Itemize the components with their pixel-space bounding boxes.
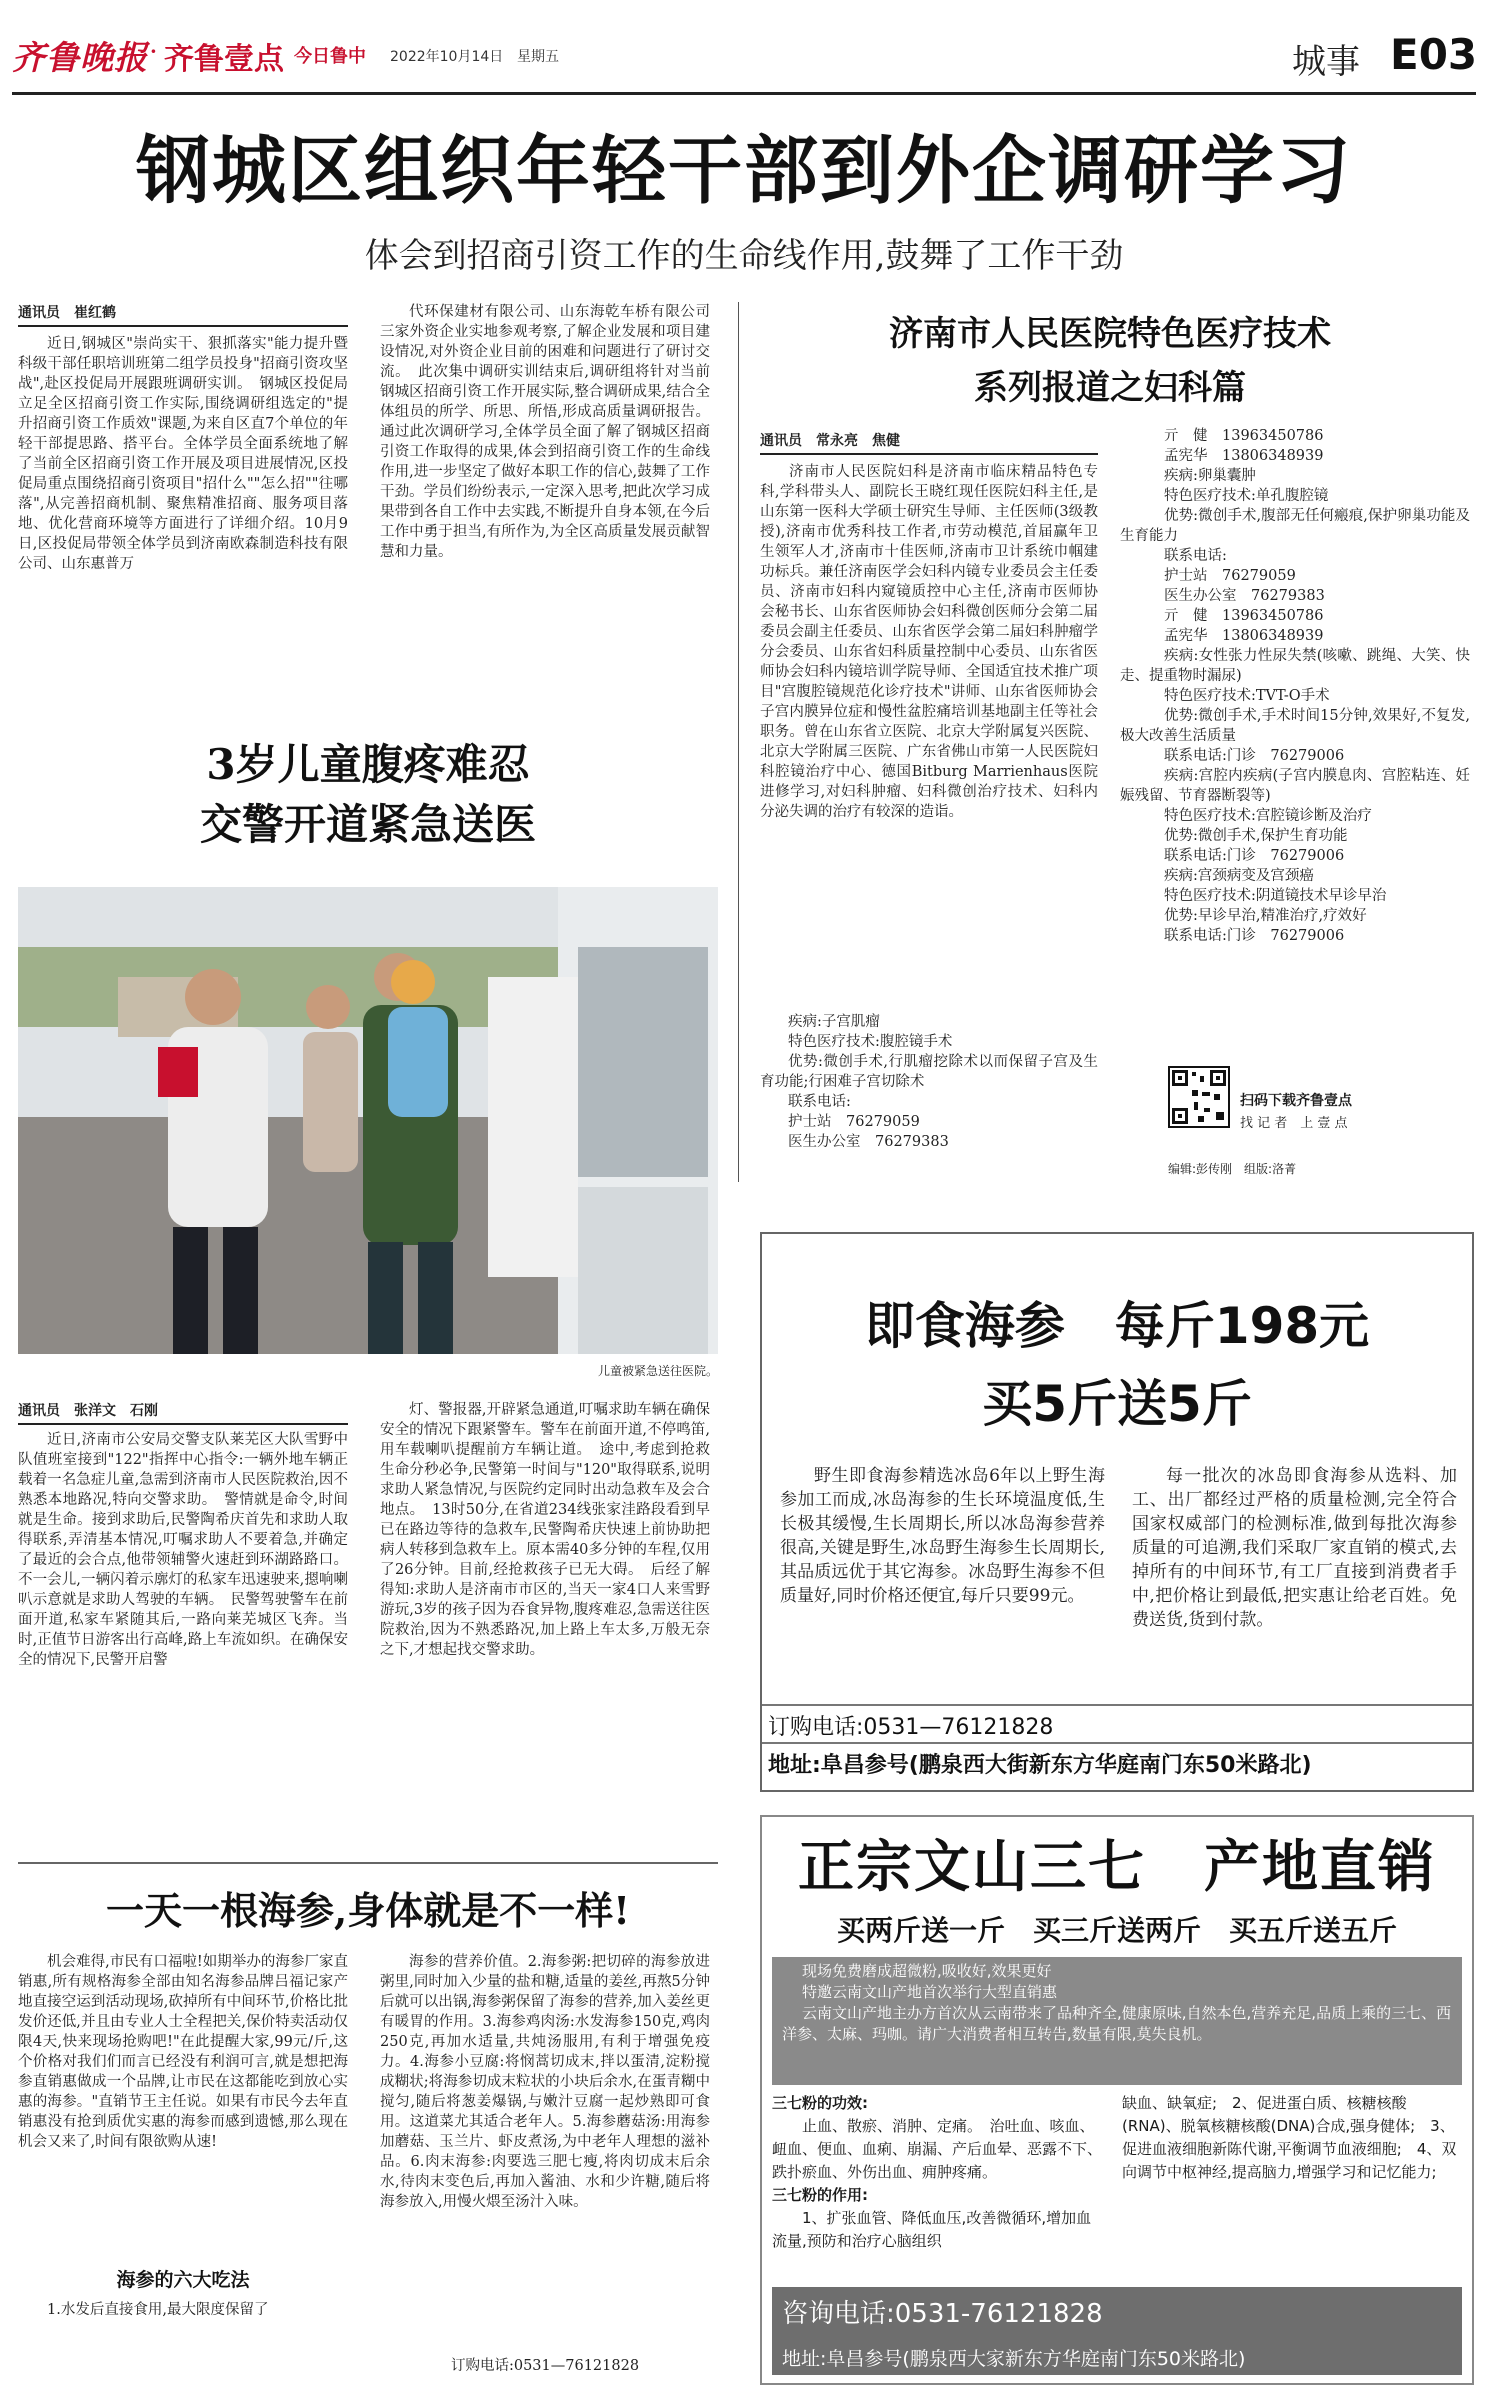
hospital-title-line2: 系列报道之妇科篇	[974, 368, 1246, 408]
issue-date: 2022年10月14日	[390, 49, 504, 65]
police-photo-illustration	[18, 887, 718, 1354]
qr-sublabel: 找 记 者 上 壹 点	[1240, 1116, 1348, 1131]
hospital-column-1-items	[760, 1012, 1098, 1152]
hospital-item: 医生办公室 76279383	[788, 1134, 949, 1150]
sanqi-info-band	[772, 1957, 1462, 2085]
sanqi-right-text: 缺血、缺氧症; 2、促进蛋白质、核糖核酸(RNA)、脱氧核糖核酸(DNA)合成,强身健体; 3、促进血液细胞新陈代谢,平衡调节血液细胞; 4、双向调节中枢神经,提高脑力,增强学习和记忆能力;	[1122, 2094, 1457, 2181]
column-divider	[738, 302, 739, 1182]
sanqi-ad	[760, 1815, 1474, 2385]
haishen-title: 一天一根海参,身体就是不一样!	[106, 1888, 630, 1933]
hospital-item: 孟宪华 13806348939	[1164, 448, 1324, 464]
hospital-item: 医生办公室 76279383	[1164, 588, 1325, 604]
hospital-item: 亓 健 13963450786	[1164, 428, 1324, 444]
newspaper-logo: 齐鲁晚报	[12, 38, 148, 77]
police-photo	[18, 887, 718, 1354]
qr-label: 扫码下载齐鲁壹点	[1240, 1093, 1352, 1109]
hospital-item: 优势:微创手术,腹部无任何瘢痕,保护卵巢功能及生育能力	[1120, 508, 1470, 544]
hospital-item: 优势:早诊早治,精准治疗,疗效好	[1164, 908, 1367, 924]
effect-title: 三七粉的作用:	[772, 2186, 868, 2204]
hospital-item: 优势:微创手术,保护生育功能	[1164, 828, 1348, 844]
lead-headline: 钢城区组织年轻干部到外企调研学习	[136, 128, 1352, 214]
ad-subheadline: 买5斤送5斤	[982, 1375, 1252, 1433]
police-title-line1: 3岁儿童腹疼难忍	[206, 740, 530, 789]
issue-weekday: 星期五	[517, 49, 559, 65]
hospital-item: 联系电话:门诊 76279006	[1164, 748, 1345, 764]
ad-column-1: 野生即食海参精选冰岛6年以上野生海参加工而成,冰岛海参的生长环境温度低,生长极其缓慢,生长周期长,所以冰岛海参营养很高,关键是野生,冰岛野生海参生长周期长,其品质远优于其它海参。冰岛野生海参不但质量好,同时价格还便宜,每斤只要99元。	[780, 1466, 1105, 1606]
sanqi-right-column	[1122, 2092, 1462, 2184]
masthead-rule	[12, 92, 1476, 95]
haishen-subtitle: 海参的六大吃法	[116, 2269, 250, 2291]
page-number: E03	[1390, 30, 1478, 79]
sanqi-address: 地址:阜昌参号(鹏泉西大家新东方华庭南门东50米路北)	[782, 2348, 1246, 2370]
haishen-column-2: 海参的营养价值。2.海参粥:把切碎的海参放进粥里,同时加入少量的盐和糖,适量的姜丝,再熬5分钟后就可以出锅,海参粥保留了海参的营养,加入姜丝更有暖胃的作用。3.海参鸡肉汤:水发海参150克,鸡肉250克,再加水适量,共炖汤服用,有利于增强免疫力。4.海参小豆腐:将悯蒿切成末,拌以蛋清,淀粉搅成糊状;将海参切成末粒状的小块后余水,在蛋青糊中搅匀,随后将葱姜爆锅,与嫩汁豆腐一起炒熟即可食用。这道菜尤其适合老年人。5.海参蘑菇汤:用海参加蘑菇、玉兰片、虾皮煮汤,为中老年人理想的滋补品。6.肉末海参:肉要选三肥七瘦,将肉切成末后余水,待肉末变色后,再加入酱油、水和少许糖,随后将海参放入,用慢火煨至汤汁入味。	[380, 1954, 710, 2210]
police-column-1: 近日,济南市公安局交警支队莱芜区大队雪野中队值班室接到"122"指挥中心指令:一辆外地车辆正载着一名急症儿童,急需到济南市人民医院救治,因不熟悉本地路况,特向交警求助。 警情就是命令,时间就是生命。接到求助后,民警陶希庆首先和求助人取得联系,弄清基本情况,叮嘱求助人不要着急,并确定了最近的会合点,他带领辅警火速赶到环湖路路口。不一会儿,一辆闪着示廓灯的私家车迅速驶来,摁响喇叭示意就是求助人驾驶的车辆。 民警驾驶警车在前面开道,私家车紧随其后,一路向莱芜城区飞奔。当时,正值节日游客出行高峰,路上车流如织。在确保安全的情况下,民警开启警	[18, 1432, 348, 1668]
police-photo-caption: 儿童被紧急送往医院。	[597, 1364, 718, 1378]
hospital-item: 联系电话:	[788, 1094, 851, 1110]
qr-code[interactable]	[1168, 1066, 1230, 1128]
haishen-phone: 订购电话:0531—76121828	[450, 2358, 640, 2374]
hospital-item: 护士站 76279059	[788, 1114, 920, 1130]
hospital-item: 联系电话:门诊 76279006	[1164, 848, 1345, 864]
sanqi-band-line: 云南文山产地主办方首次从云南带来了品种齐全,健康原味,自然本色,营养充足,品质上乘的三七、西洋参、太麻、玛咖。请广大消费者相互转告,数量有限,莫失良机。	[782, 2004, 1452, 2043]
sanqi-phone: 咨询电话:0531-76121828	[782, 2299, 1103, 2329]
hospital-item: 优势:微创手术,行肌瘤挖除术以而保留子宫及生育功能;行困难子宫切除术	[760, 1054, 1098, 1090]
hospital-item: 孟宪华 13806348939	[1164, 628, 1324, 644]
efficacy-title: 三七粉的功效:	[772, 2094, 868, 2112]
logo-separator: ·	[149, 35, 158, 68]
hospital-item: 疾病:宫腔内疾病(子宫内膜息肉、宫腔粘连、妊娠残留、节育器断裂等)	[1120, 768, 1470, 804]
hospital-title-line1: 济南市人民医院特色医疗技术	[889, 314, 1331, 354]
section-name: 城事	[1292, 42, 1360, 82]
ad-address: 地址:阜昌参号(鹏泉西大街新东方华庭南门东50米路北)	[762, 1742, 1472, 1783]
efficacy-text: 止血、散瘀、消肿、定痛。 治吐血、咳血、衄血、便血、血痢、崩漏、产后血晕、恶露不下、跌扑瘀血、外伤出血、痈肿疼痛。	[772, 2117, 1103, 2181]
hospital-item: 特色医疗技术:阴道镜技术早诊早治	[1164, 888, 1387, 904]
edition-name: 今日鲁中	[294, 46, 366, 67]
sanqi-band-line: 现场免费磨成超微粉,吸收好,效果更好	[802, 1962, 1052, 1980]
editor-credit: 编辑:彭传刚 组版:洛菁	[1168, 1162, 1297, 1176]
haishen-column-1: 机会难得,市民有口福啦!如期举办的海参厂家直销惠,所有规格海参全部由知名海参品牌吕福记家产地直接空运到活动现场,砍掉所有中间环节,价格比批发价还低,并且由专业人士全程把关,保价特卖活动仅限4天,快来现场抢购吧!"在此提醒大家,99元/斤,这个价格对我们们而言已经没有利润可言,就是想把海参直销惠做成一个品牌,让市民在这都能吃到放心实惠的海参。"直销节王主任说。如果有市民今去年直销惠没有抢到质优实惠的海参而感到遗憾,那么现在机会又来了,时间有限欲购从速!	[18, 1954, 348, 2150]
hospital-item: 优势:微创手术,手术时间15分钟,效果好,不复发,极大改善生活质量	[1120, 708, 1470, 744]
seacucumber-ad	[760, 1232, 1474, 1792]
hospital-item: 特色医疗技术:宫腔镜诊断及治疗	[1164, 808, 1372, 824]
sanqi-left-column	[772, 2092, 1102, 2253]
hospital-item: 特色医疗技术:腹腔镜手术	[788, 1034, 953, 1050]
sanqi-band-line: 特邀云南文山产地首次举行大型直销惠	[802, 1983, 1058, 2001]
ad-headline: 即食海参 每斤198元	[864, 1297, 1370, 1355]
hospital-column-2	[1120, 426, 1470, 946]
lead-byline: 通讯员 崔红鹤	[18, 302, 348, 327]
police-column-2: 灯、警报器,开辟紧急通道,叮嘱求助车辆在确保安全的情况下跟紧警车。警车在前面开道,不停鸣笛,用车载喇叭提醒前方车辆让道。 途中,考虑到抢救生命分秒必争,民警第一时间与"120"取得联系,说明求助人紧急情况,与医院约定同时出动急救车及会合地点。 13时50分,在省道234线张家洼路段看到早已在路边等待的急救车,民警陶希庆快速上前协助把病人转移到急救车上。原本需40多分钟的车程,仅用了26分钟。目前,经抢救孩子已无大碍。 后经了解得知:求助人是济南市市区的,当天一家4口人来雪野游玩,3岁的孩子因为吞食异物,腹疼难忍,急需送往医院救治,因为不熟悉路况,加上路上车太多,万般无奈之下,才想起找交警求助。	[380, 1402, 710, 1658]
qr-code-icon	[1170, 1068, 1228, 1126]
ad-column-2: 每一批次的冰岛即食海参从选料、加工、出厂都经过严格的质量检测,完全符合国家权威部门的检测标准,做到每批次海参质量的可追溯,我们采取厂家直销的模式,去掉所有的中间环节,有工厂直接到消费者手中,把价格让到最低,把实惠让给老百姓。免费送货,货到付款。	[1132, 1466, 1457, 1630]
police-byline: 通讯员 张洋文 石刚	[18, 1400, 348, 1425]
hospital-column-1: 济南市人民医院妇科是济南市临床精品特色专科,学科带头人、副院长王晓红现任医院妇科主任,是山东第一医科大学硕士研究生导师、主任医师(3级教授),济南市优秀科技工作者,市劳动模范,首届赢年卫生领军人才,济南市十佳医师,济南市卫计系统巾帼建功标兵。兼任济南医学会妇科内镜专业委员会主任委员、济南市妇科内窥镜质控中心主任,济南市医师协会秘书长、山东省医师协会妇科微创医师分会第二届委员会副主任委员、山东省医学会第二届妇科肿瘤学分会委员、山东省妇科质量控制中心委员、山东省医师协会妇科内镜培训学院导师、全国适宜技术推广项目"宫腹腔镜规范化诊疗技术"讲师、山东省医师协会子宫内膜异位症和慢性盆腔痛培训基地副主任等社会职务。曾在山东省立医院、北京大学附属复兴医院、北京大学附属三医院、广东省佛山市第一人民医院妇科腔镜治疗中心、德国Bitburg Marrienhaus医院进修学习,对妇科肿瘤、妇科微创治疗技术、妇科内分泌失调的治疗有较深的造诣。	[760, 464, 1098, 820]
lead-column-2: 代环保建材有限公司、山东海乾车桥有限公司三家外资企业实地参观考察,了解企业发展和项目建设情况,对外资企业目前的困难和问题进行了研讨交流。 此次集中调研实训结束后,调研组将针对当前钢城区招商引资工作开展实际,整合调研成果,结合全体组员的所学、所思、所悟,形成高质量调研报告。通过此次调研学习,全体学员全面了解了钢城区招商引资工作取得的成果,体会到招商引资工作的生命线作用,进一步坚定了做好本职工作的信心,鼓舞了工作干劲。学员们纷纷表示,一定深入思考,把此次学习成果带到各自工作中去实践,不断提升自身本领,在今后工作中勇于担当,有所作为,为全区高质量发展贡献智慧和力量。	[380, 304, 710, 560]
hospital-item: 护士站 76279059	[1164, 568, 1296, 584]
masthead	[12, 32, 1476, 92]
lead-column-1: 近日,钢城区"崇尚实干、狠抓落实"能力提升暨科级干部任职培训班第二组学员投身"招商引资攻坚战",赴区投促局开展跟班调研实训。 钢城区投促局立足全区招商引资工作实际,围绕调研组选定的"提升招商引资工作质效"课题,为来自区直7个单位的年轻干部提思路、搭平台。全体学员全面系统地了解了当前全区招商引资工作开展及项目进展情况,区投促局重点围绕招商引资项目"招什么""怎么招""往哪落",从完善招商机制、聚焦精准招商、服务项目落地、优化营商环境等方面进行了详细介绍。10月9日,区投促局带领全体学员到济南欧森制造科技有限公司、山东惠普万	[18, 336, 348, 572]
effect-text: 1、扩张血管、降低血压,改善微循环,增加血流量,预防和治疗心脑组织	[772, 2209, 1092, 2250]
section-rule	[18, 1862, 718, 1864]
hospital-item: 联系电话:门诊 76279006	[1164, 928, 1345, 944]
hospital-byline: 通讯员 常永亮 焦健	[760, 430, 1098, 455]
lead-subhead: 体会到招商引资工作的生命线作用,鼓舞了工作干劲	[364, 236, 1124, 276]
hospital-item: 疾病:子宫肌瘤	[788, 1014, 880, 1030]
hospital-item: 特色医疗技术:TVT-O手术	[1164, 688, 1330, 704]
ad-phone: 订购电话:0531—76121828	[762, 1704, 1472, 1745]
hospital-item: 疾病:卵巢囊肿	[1164, 468, 1256, 484]
police-title-line2: 交警开道紧急送医	[199, 800, 536, 849]
hospital-item: 联系电话:	[1164, 548, 1227, 564]
hospital-item: 疾病:女性张力性尿失禁(咳嗽、跳绳、大笑、快走、提重物时漏尿)	[1120, 648, 1470, 684]
app-logo: 齐鲁壹点	[164, 42, 284, 77]
sanqi-title: 正宗文山三七 产地直销	[798, 1835, 1436, 1900]
hospital-item: 亓 健 13963450786	[1164, 608, 1324, 624]
haishen-column-1-last: 1.水发后直接食用,最大限度保留了	[47, 2302, 269, 2318]
sanqi-contact-band	[772, 2287, 1462, 2375]
hospital-item: 疾病:宫颈病变及宫颈癌	[1164, 868, 1314, 884]
hospital-item: 特色医疗技术:单孔腹腔镜	[1164, 488, 1329, 504]
sanqi-promo: 买两斤送一斤 买三斤送两斤 买五斤送五斤	[836, 1914, 1397, 1947]
